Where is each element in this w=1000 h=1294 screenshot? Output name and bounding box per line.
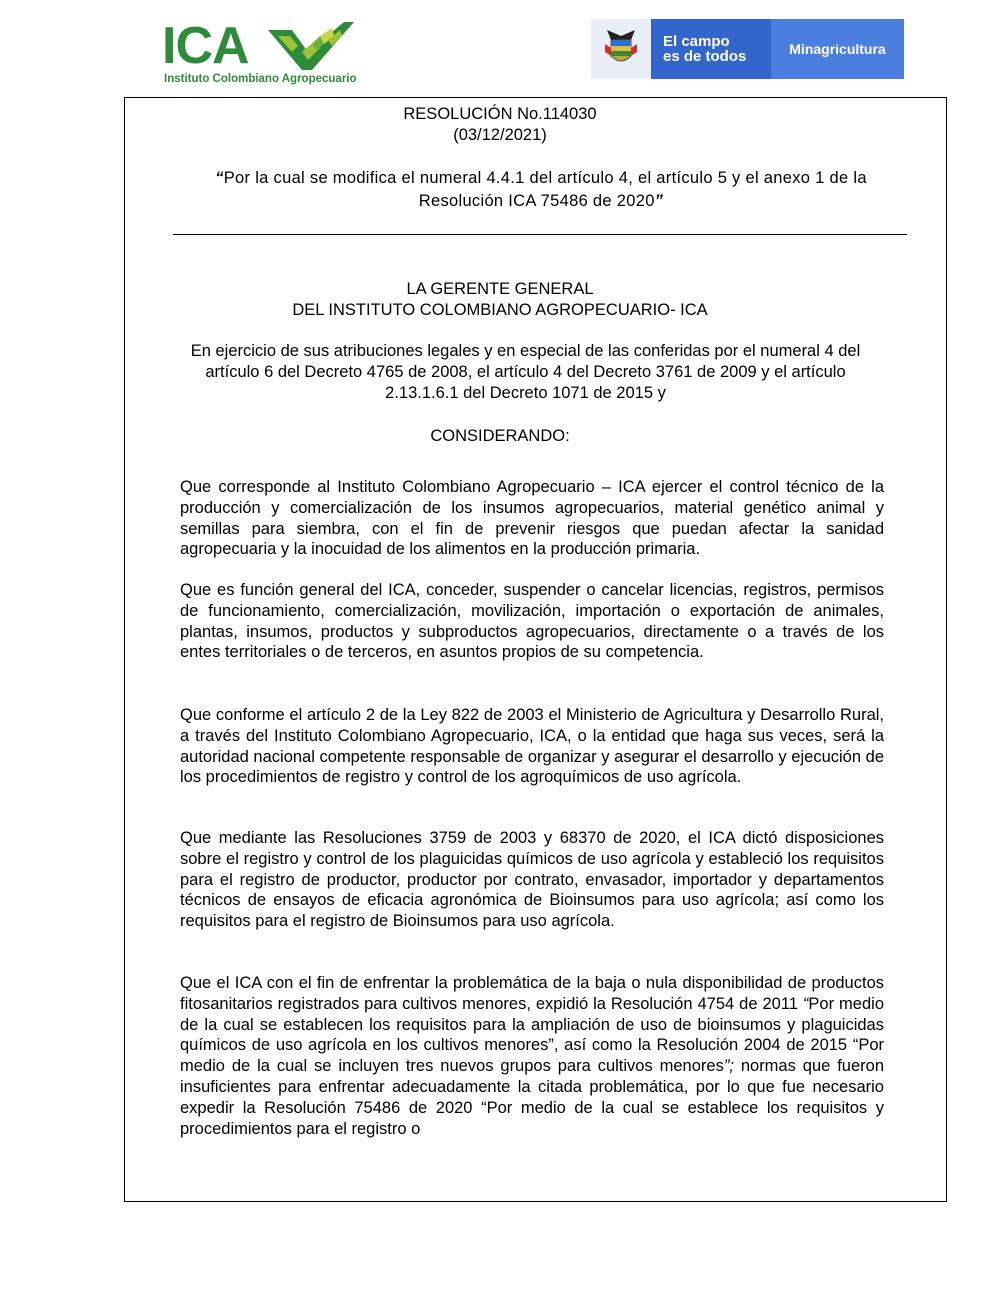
subject-close-quote: ”: [654, 192, 664, 210]
ica-logo-subtitle: Instituto Colombiano Agropecuario: [164, 73, 357, 85]
paragraph-5-quote-open: “: [802, 994, 809, 1013]
paragraph-2: Que es función general del ICA, conceder, suspender o cancelar licencias, registros, permisos de funcionamiento, comercialización, movilización, importación o exportación de animales, plantas, insumos, productos y subproductos agropecuarios, directamente o a través de los entes territoriales o de terceros, en asuntos propios de su competencia.: [180, 581, 884, 662]
government-banner: [591, 19, 904, 79]
paragraph-3: Que conforme el artículo 2 de la Ley 822 de 2003 el Ministerio de Agricultura y Desarrollo Rural, a través del Instituto Colombiano Agropecuario, ICA, o la entidad que haga sus veces, será la autoridad nacional competente responsable de organizar y asegurar el desarrollo y ejecución de los procedimientos de registro y control de los agroquímicos de uso agrícola.: [180, 706, 884, 787]
paragraph-5-part-a: Que el ICA con el fin de enfrentar la problemática de la baja o nula disponibilidad de productos fitosanitarios registrados para cultivos menores, expidió la Resolución 4754 de 2011: [180, 974, 884, 1013]
authority-line-1: LA GERENTE GENERAL: [406, 280, 594, 298]
paragraph-5-part-c: Por medio de la cual se establecen los requisitos para la ampliación de uso de bioinsumos y plaguicidas químicos de uso agrícola en los cultivos menores”, así como la Resolución 2004 de 2015 “Por medio de la cual se incluyen tres nuevos grupos para cultivos menores: [180, 994, 884, 1076]
colombia-seal-icon: [591, 19, 651, 79]
paragraph-5-quote-close: ”;: [723, 1057, 734, 1076]
subject-open-quote: “: [215, 169, 224, 187]
paragraph-1: Que corresponde al Instituto Colombiano Agropecuario – ICA ejercer el control técnico de la producción y comercialización de los insumos agropecuarios, material genético animal y semillas para siembra, con el fin de prevenir riesgos que puedan afectar la sanidad agropecuaria y la inocuidad de los alimentos en la producción primaria.: [180, 478, 884, 559]
authority-line-2: DEL INSTITUTO COLOMBIANO AGROPECUARIO- ICA: [292, 301, 708, 319]
preamble: En ejercicio de sus atribuciones legales y en especial de las conferidas por el numeral 4 del artículo 6 del Decreto 4765 de 2008, el artículo 4 del Decreto 3761 de 2009 y el artículo 2.13.1.6.1 del Decreto 1071 de 2015 y: [190, 342, 861, 402]
ica-logo-text: ICA: [162, 17, 249, 75]
el-campo-line1: El campo: [663, 33, 730, 50]
paragraph-4: Que mediante las Resoluciones 3759 de 2003 y 68370 de 2020, el ICA dictó disposiciones sobre el registro y control de los plaguicidas químicos de uso agrícola y estableció los requisitos para el registro de productor, productor por contrato, envasador, importador y departamentos técnicos de ensayos de eficacia agronómica de Bioinsumos para uso agrícola; así como los requisitos para el registro de Bioinsumos para uso agrícola.: [180, 829, 884, 931]
resolution-title: RESOLUCIÓN No.114030: [403, 105, 597, 123]
ica-checkmark-icon: [268, 22, 354, 72]
resolution-date: (03/12/2021): [453, 126, 547, 144]
resolution-subject: [186, 167, 896, 213]
paragraph-5-part-e: normas que fueron insuficientes para enfrentar adecuadamente la citada problemática, por lo que fue necesario expedir la Resolución 75486 de 2020 “Por medio de la cual se establece los requisitos y procedimientos para el registro o: [180, 1057, 884, 1138]
ministry-label: Minagricultura: [771, 19, 904, 79]
subject-text: Por la cual se modifica el numeral 4.4.1 del artículo 4, el artículo 5 y el anexo 1 de la Resolución ICA 75486 de 2020: [223, 169, 867, 210]
paragraph-5: [180, 973, 884, 1139]
el-campo-line2: es de todos: [663, 48, 747, 65]
ica-logo: [162, 17, 362, 90]
considering-heading: CONSIDERANDO:: [430, 427, 570, 445]
horizontal-divider: [173, 234, 907, 235]
el-campo-logo: [651, 19, 771, 79]
